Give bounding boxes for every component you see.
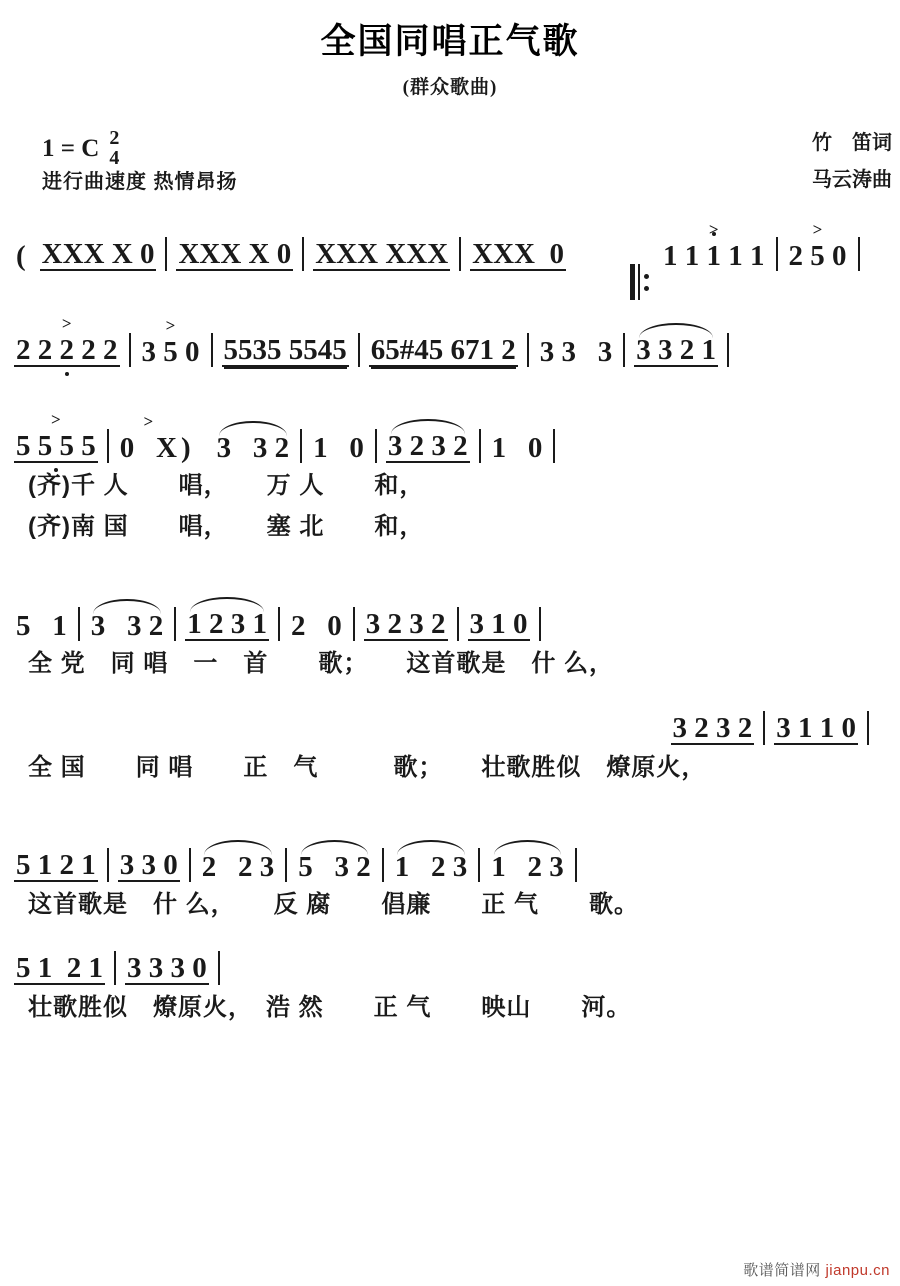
site-watermark: [743, 1259, 890, 1280]
barline: [302, 237, 304, 271]
barline: [285, 848, 287, 882]
page-subtitle: (群众歌曲): [402, 77, 498, 98]
measure-6: 3 1 0: [469, 608, 528, 641]
barline: [479, 429, 481, 463]
notation-row: [14, 315, 886, 367]
measure-1: 5 1: [16, 610, 67, 643]
notation-row: [14, 830, 886, 882]
measure-5: > 1 1 1 1 1: [661, 242, 767, 271]
barline: [575, 848, 577, 882]
measure-5: 3 2 3 2: [387, 430, 468, 462]
credit-lyricist: 竹 笛词: [812, 132, 892, 154]
barline: [114, 951, 116, 985]
lyrics-line-5a: 这首歌是 什 么， 反 腐 倡廉 正 气 歌。: [28, 890, 640, 918]
notation-row-alt: [14, 693, 886, 745]
barline: [457, 607, 459, 641]
barline: [727, 333, 729, 367]
lyrics-line-5b: 壮歌胜似 燎原火， 浩 然 正 气 映山 河。: [28, 993, 632, 1021]
music-line-3: [0, 411, 900, 545]
barline: [858, 237, 860, 271]
measure-2: 3 3 0: [119, 848, 178, 881]
measure-1: > 2 2 2 2 2: [14, 336, 120, 367]
notation-row: [14, 589, 886, 641]
measure-6: 1 2 3: [491, 850, 564, 883]
notation-row: [14, 219, 886, 271]
barline: [189, 848, 191, 882]
notation-row: [14, 411, 886, 463]
measure-2-alt: 3 3 3 0: [127, 951, 207, 984]
barline: [867, 711, 869, 745]
barline: [107, 848, 109, 882]
barline: [300, 429, 302, 463]
time-signature-denominator: 4: [109, 147, 120, 169]
open-paren: (: [16, 240, 26, 272]
barline: [623, 333, 625, 367]
measure-5: 1 2 3: [394, 850, 468, 883]
lyrics-line-3a: (齐)千 人 唱， 万 人 和，: [28, 472, 425, 499]
music-line-1: [0, 219, 900, 271]
measure-1: > 5 5 5 5: [14, 432, 98, 463]
measure-2: XXX X 0: [178, 238, 292, 270]
barline: [527, 333, 529, 367]
measure-1-alt: 5 1 2 1: [16, 951, 103, 984]
barline: [174, 607, 176, 641]
barline: [353, 607, 355, 641]
notation-row-alt: [14, 933, 886, 985]
key-signature: [42, 129, 119, 169]
measure-3: 1 2 3 1: [187, 608, 267, 641]
barline: [375, 429, 377, 463]
measure-4: 65#45 671 2: [370, 334, 516, 366]
barline: [776, 237, 778, 271]
lyrics-line-4b: 全 国 同 唱 正 气 歌； 壮歌胜似 燎原火，: [28, 753, 707, 781]
measure-3: 2 2 3: [201, 850, 275, 883]
site-name-cn: 歌谱简谱网: [743, 1262, 821, 1279]
barline: [218, 951, 220, 985]
time-signature: [109, 128, 119, 168]
barline: [459, 237, 461, 271]
site-name-en: jianpu.cn: [825, 1262, 890, 1279]
measure-6: 1 0: [491, 432, 543, 464]
measure-2: > 3 5 0: [140, 338, 202, 367]
measure-3: 5535 5545: [223, 334, 347, 366]
measure-5: 3 2 3 2: [365, 608, 446, 641]
barline: [278, 607, 280, 641]
measure-4: 5 3 2: [298, 850, 371, 883]
repeat-start-sign: [572, 235, 651, 271]
music-line-5: [0, 830, 900, 1026]
measure-4: 1 0: [313, 432, 364, 464]
barline: [382, 848, 384, 882]
barline: [165, 237, 167, 271]
barline: [107, 429, 109, 463]
music-line-2: [0, 315, 900, 367]
barline: [129, 333, 131, 367]
barline: [211, 333, 213, 367]
barline: [763, 711, 765, 745]
barline: [78, 607, 80, 641]
time-signature-numerator: 2: [109, 127, 120, 149]
measure-6: 3 3 2 1: [636, 334, 716, 366]
measure-3: 3 3 2: [216, 432, 290, 464]
score-metadata: [0, 117, 900, 209]
tempo-marking: 进行曲速度 热情昂扬: [42, 171, 238, 193]
measure-1: XXX X 0: [41, 238, 155, 270]
measure-5: 3 3 3: [539, 336, 613, 368]
barline: [539, 607, 541, 641]
music-line-4: [0, 589, 900, 785]
credit-composer: 马云涛曲: [812, 169, 892, 191]
measure-3: XXX XXX: [315, 238, 449, 270]
credits: [812, 125, 892, 199]
barline: [553, 429, 555, 463]
measure-4: 2 0: [291, 610, 342, 643]
page-title: 全国同唱正气歌: [320, 22, 580, 61]
lyrics-line-4a: 全 党 同 唱 一 首 歌； 这首歌是 什 么，: [28, 650, 615, 678]
measure-6-alt: 3 1 1 0: [776, 711, 856, 744]
measure-5-alt: 3 2 3 2: [672, 711, 753, 744]
lyrics-line-3b: (齐)南 国 唱， 塞 北 和，: [28, 513, 425, 541]
measure-2: 3 3 2: [90, 610, 164, 643]
measure-4: XXX 0: [472, 238, 564, 270]
measure-6: > 2 5 0: [787, 242, 849, 271]
close-paren: ): [180, 432, 191, 464]
key-signature-text: 1 = C: [42, 135, 100, 162]
measure-2: > 0 X: [118, 434, 179, 463]
barline: [478, 848, 480, 882]
measure-1: 5 1 2 1: [16, 848, 96, 881]
barline: [358, 333, 360, 367]
